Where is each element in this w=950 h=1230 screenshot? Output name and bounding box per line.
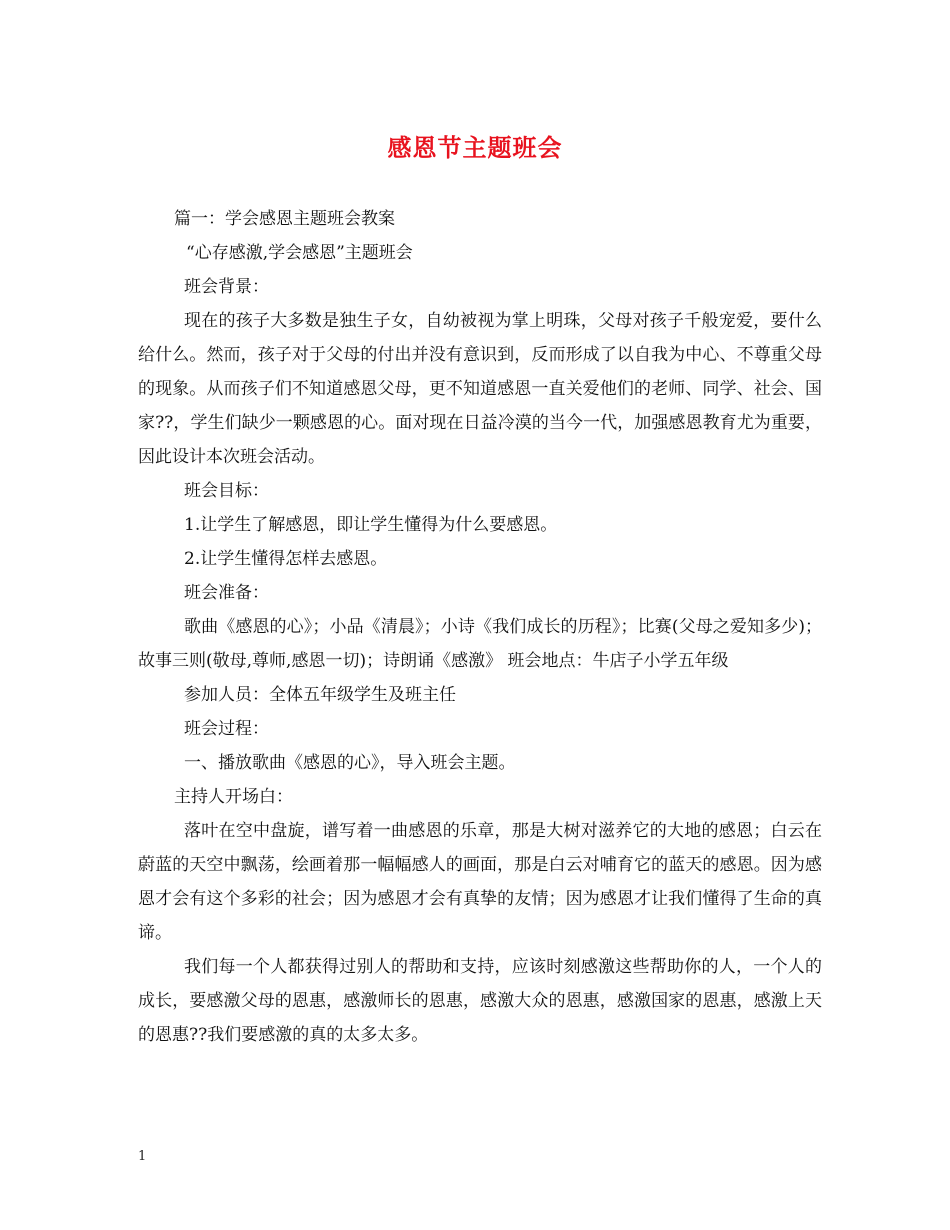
goal-item-2: 2.让学生懂得怎样去感恩。: [184, 549, 388, 569]
goal-item-1: 1.让学生了解感恩，即让学生懂得为什么要感恩。: [184, 515, 558, 535]
page-title: 感恩节主题班会: [387, 133, 563, 162]
process-step-1: 一、播放歌曲《感恩的心》，导入班会主题。: [184, 753, 516, 773]
heading-background: 班会背景：: [184, 277, 269, 297]
paragraph-background: 现在的孩子大多数是独生子女，自幼被视为掌上明珠，父母对孩子千般宠爱，要什么给什么。然而，孩子对于父母的付出并没有意识到，反而形成了以自我为中心、不尊重父母的现象。从而孩子们不知道感恩父母，更不知道感恩一直关爱他们的老师、同学、社会、国家??，学生们缺少一颗感恩的心。面对现在日益冷漠的当今一代，加强感恩教育尤为重要，因此设计本次班会活动。: [138, 311, 822, 467]
section-heading: 篇一：学会感恩主题班会教案: [174, 209, 395, 229]
host-opening-heading: 主持人开场白：: [174, 787, 293, 807]
subtitle-line: “心存感激,学会感恩”主题班会: [186, 243, 413, 263]
paragraph-preparation: 歌曲《感恩的心》；小品《清晨》；小诗《我们成长的历程》；比赛(父母之爱知多少)；故事三则(敬母,尊师,感恩一切)；诗朗诵《感激》 班会地点：牛店子小学五年级: [138, 617, 822, 671]
paragraph-host-opening: 落叶在空中盘旋，谱写着一曲感恩的乐章，那是大树对滋养它的大地的感恩；白云在蔚蓝的天空中飘荡，绘画着那一幅幅感人的画面，那是白云对哺育它的蓝天的感恩。因为感恩才会有这个多彩的社会；因为感恩才会有真挚的友情；因为感恩才让我们懂得了生命的真谛。: [138, 821, 822, 943]
heading-preparation: 班会准备：: [184, 583, 269, 603]
paragraph-gratitude: 我们每一个人都获得过别人的帮助和支持，应该时刻感激这些帮助你的人，一个人的成长，要感激父母的恩惠，感激师长的恩惠，感激大众的恩惠，感激国家的恩惠，感激上天的恩惠??我们要感激的真的太多太多。: [138, 957, 822, 1045]
heading-process: 班会过程：: [184, 719, 269, 739]
document-body: [138, 202, 822, 1052]
participants-line: 参加人员：全体五年级学生及班主任: [184, 685, 456, 705]
page-number: 1: [138, 1149, 147, 1164]
heading-goals: 班会目标：: [184, 481, 269, 501]
